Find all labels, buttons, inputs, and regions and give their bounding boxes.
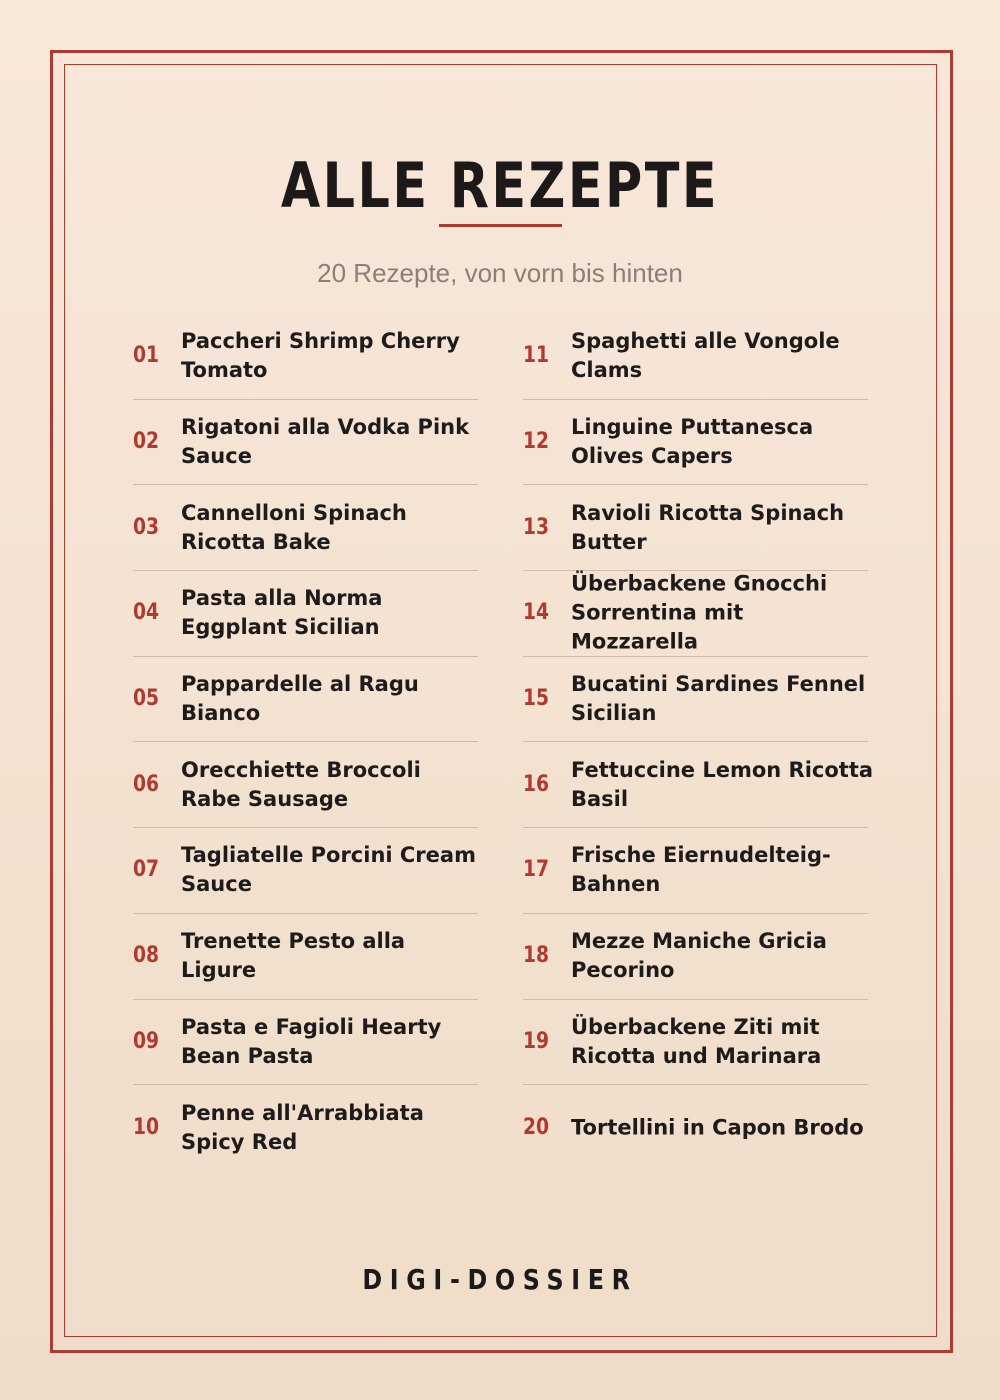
recipe-name: Pasta e Fagioli Hearty Bean Pasta <box>181 1014 442 1068</box>
recipe-number: 03 <box>133 514 160 540</box>
recipe-number: 02 <box>133 429 160 455</box>
recipe-item-08[interactable] <box>133 913 478 999</box>
page-subtitle: 20 Rezepte, von vorn bis hinten <box>317 258 683 288</box>
recipe-name: Cannelloni Spinach Ricotta Bake <box>181 500 407 554</box>
brand-footer: DIGI-DOSSIER <box>362 1263 638 1296</box>
recipe-number: 05 <box>133 686 160 712</box>
recipe-name: Ravioli Ricotta Spinach Butter <box>571 500 845 554</box>
recipe-item-12[interactable] <box>523 399 868 485</box>
recipe-number: 14 <box>523 600 550 626</box>
recipe-number: 12 <box>523 429 550 455</box>
recipe-number: 20 <box>523 1114 550 1140</box>
recipe-number: 06 <box>133 771 160 797</box>
recipe-number: 09 <box>133 1028 160 1054</box>
recipe-item-01[interactable] <box>133 313 478 399</box>
recipe-number: 18 <box>523 943 550 969</box>
recipe-item-10[interactable] <box>133 1084 478 1170</box>
recipe-item-07[interactable] <box>133 827 478 913</box>
recipe-number: 01 <box>133 342 160 368</box>
recipe-item-16[interactable] <box>523 741 874 827</box>
recipe-number: 19 <box>523 1028 550 1054</box>
recipe-item-20[interactable] <box>523 1084 868 1170</box>
recipe-number: 07 <box>133 857 160 883</box>
recipe-name: Pappardelle al Ragu Bianco <box>181 672 419 726</box>
recipe-name: Tagliatelle Porcini Cream Sauce <box>181 843 476 897</box>
recipe-number: 13 <box>523 514 550 540</box>
recipe-item-09[interactable] <box>133 999 478 1085</box>
recipe-name: Bucatini Sardines Fennel Sicilian <box>571 672 866 726</box>
recipe-item-02[interactable] <box>133 399 478 485</box>
recipe-name: Überbackene Gnocchi Sorrentina mit Mozzarella <box>571 571 828 654</box>
recipe-number: 11 <box>523 342 550 368</box>
recipe-list-left <box>133 313 478 1170</box>
recipe-item-05[interactable] <box>133 656 478 742</box>
recipe-number: 08 <box>133 943 160 969</box>
recipe-name: Fettuccine Lemon Ricotta Basil <box>571 757 874 811</box>
recipe-item-19[interactable] <box>523 999 868 1085</box>
recipe-item-14[interactable] <box>523 570 868 656</box>
recipe-item-15[interactable] <box>523 656 868 742</box>
recipe-name: Pasta alla Norma Eggplant Sicilian <box>181 586 383 640</box>
recipe-number: 04 <box>133 600 160 626</box>
recipe-name: Mezze Maniche Gricia Pecorino <box>571 929 827 983</box>
recipe-name: Trenette Pesto alla Ligure <box>181 929 406 983</box>
recipe-number: 16 <box>523 771 550 797</box>
recipe-number: 17 <box>523 857 550 883</box>
recipe-item-17[interactable] <box>523 827 868 913</box>
recipe-number: 10 <box>133 1114 160 1140</box>
recipe-name: Tortellini in Capon Brodo <box>571 1115 864 1140</box>
recipe-item-04[interactable] <box>133 570 478 656</box>
recipe-name: Paccheri Shrimp Cherry Tomato <box>181 328 460 382</box>
recipe-name: Orecchiette Broccoli Rabe Sausage <box>181 757 421 811</box>
recipe-name: Frische Eiernudelteig-Bahnen <box>571 843 831 897</box>
recipe-name: Linguine Puttanesca Olives Capers <box>571 415 814 469</box>
recipe-item-11[interactable] <box>523 313 868 399</box>
recipe-name: Spaghetti alle Vongole Clams <box>571 328 840 382</box>
recipe-number: 15 <box>523 686 550 712</box>
recipe-item-06[interactable] <box>133 741 478 827</box>
recipe-item-18[interactable] <box>523 913 868 999</box>
recipe-item-03[interactable] <box>133 484 478 570</box>
recipe-list-right <box>523 313 874 1170</box>
page-title: ALLE REZEPTE <box>280 149 720 222</box>
recipe-name: Penne all'Arrabbiata Spicy Red <box>181 1100 424 1154</box>
recipe-name: Überbackene Ziti mit Ricotta und Marinara <box>571 1014 822 1068</box>
recipe-item-13[interactable] <box>523 484 868 570</box>
title-underline <box>439 224 562 227</box>
recipe-name: Rigatoni alla Vodka Pink Sauce <box>181 415 470 469</box>
